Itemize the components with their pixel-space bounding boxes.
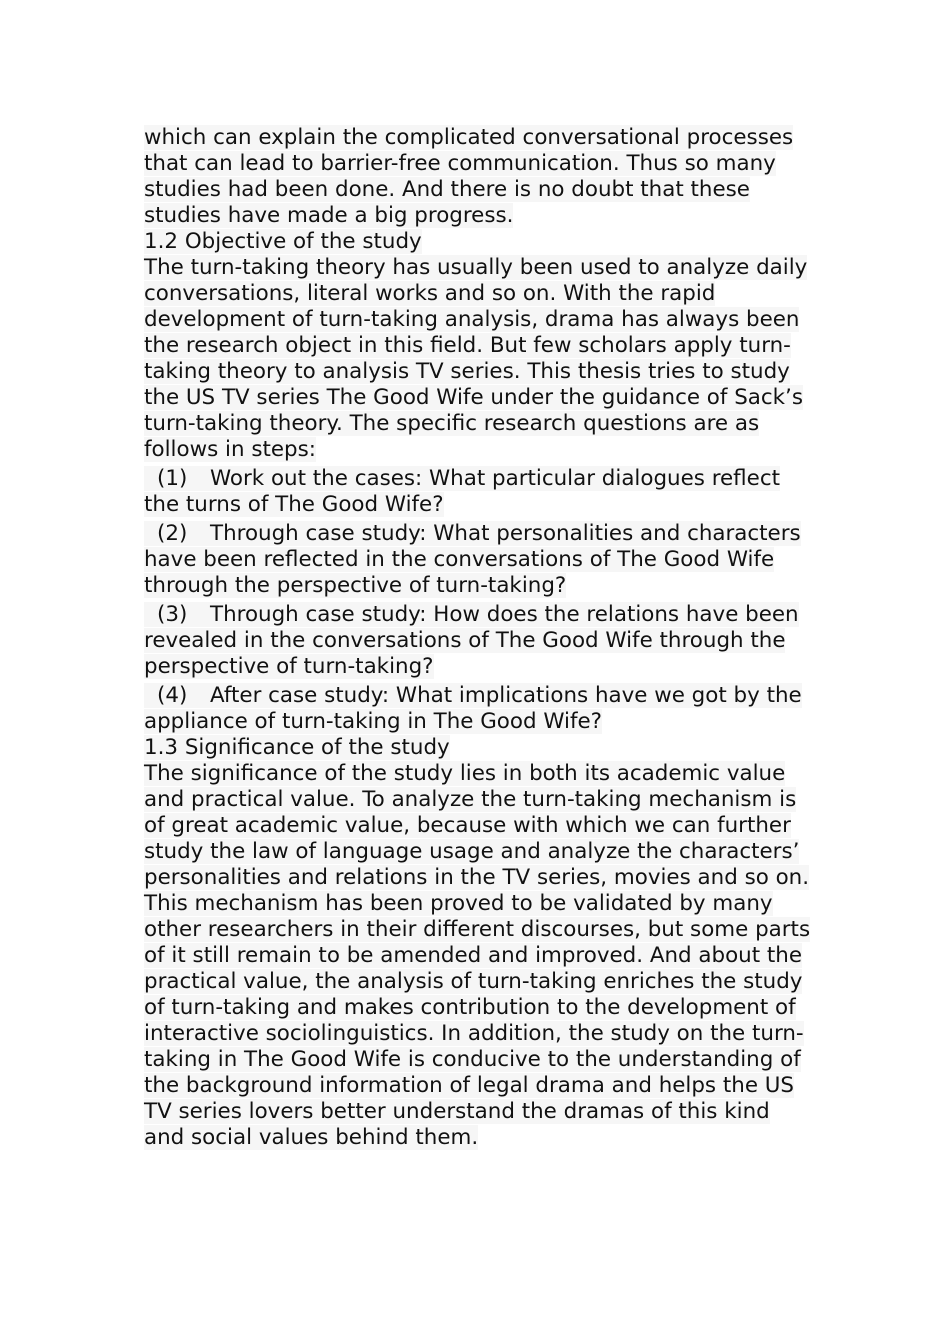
question-text: After case study: What implications have we got by the appliance of turn-taking in The Good Wife? [144,683,802,734]
objective-paragraph-text: The turn-taking theory has usually been used to analyze daily conversations, literal works and so on. With the rapid development of turn-taking analysis, drama has always been the research object in this field. But few scholars apply turn-taking theory to analysis TV series. This thesis tries to study the US TV series The Good Wife under the guidance of Sack’s turn-taking theory. The specific research questions are as follows in steps: [144,255,808,462]
question-text: Through case study: What personalities and characters have been reflected in the conversations of The Good Wife through the perspective of turn-taking? [144,521,801,598]
significance-paragraph [144,761,816,1151]
significance-paragraph-text: The significance of the study lies in both its academic value and practical value. To analyze the turn-taking mechanism is of great academic value, because with which we can further study the law of language usage and analyze the characters’ personalities and relations in the TV series, movies and so on. This mechanism has been proved to be validated by many other researchers in their different discourses, but some parts of it still remain to be amended and improved. And about the practical value, the analysis of turn-taking enriches the study of turn-taking and makes contribution to the development of interactive sociolinguistics. In addition, the study on the turn-taking in The Good Wife is conducive to the understanding of the background information of legal drama and helps the US TV series lovers better understand the dramas of this kind and social values behind them. [144,761,811,1150]
objective-paragraph [144,255,816,463]
question-number: (3) [157,602,188,627]
question-text: Work out the cases: What particular dialogues reflect the turns of The Good Wife? [144,466,780,517]
question-number: (2) [157,521,188,546]
section-heading-1-2-text: 1.2 Objective of the study [144,229,422,254]
question-number: (1) [157,466,188,491]
intro-paragraph [144,125,816,229]
question-number: (4) [157,683,188,708]
research-question-2 [144,521,816,599]
section-heading-1-3-text: 1.3 Significance of the study [144,735,450,760]
document-page [144,125,816,1151]
intro-paragraph-text: which can explain the complicated conversational processes that can lead to barrier-free communication. Thus so many studies had been done. And there is no doubt that these studies have made a big progress. [144,125,794,228]
section-heading-1-3 [144,735,816,761]
question-text: Through case study: How does the relations have been revealed in the conversations of The Good Wife through the perspective of turn-taking? [144,602,799,679]
research-question-3 [144,602,816,680]
research-question-4 [144,683,816,735]
section-heading-1-2 [144,229,816,255]
research-question-1 [144,466,816,518]
